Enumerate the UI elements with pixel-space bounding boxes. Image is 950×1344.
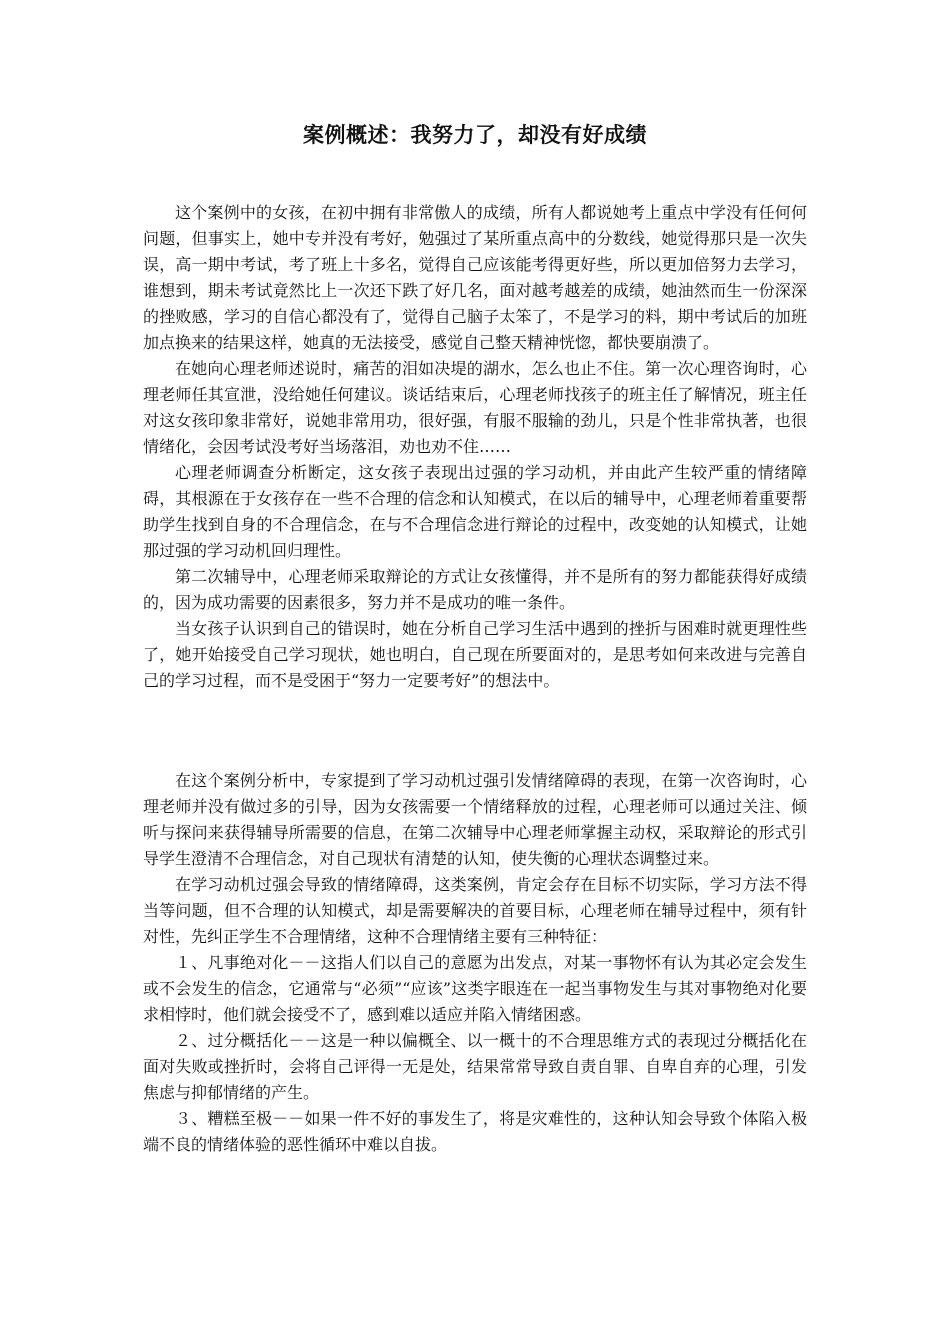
paragraph: 这个案例中的女孩，在初中拥有非常傲人的成绩，所有人都说她考上重点中学没有任何何问题，但事实上，她中专并没有考好，勉强过了某所重点高中的分数线，她觉得那只是一次失误，高一期中考试，考了班上十多名，觉得自己应该能考得更好些，所以更加倍努力去学习，谁想到，期未考试竟然比上一次还下跌了好几名，面对越考越差的成绩，她油然而生一份深深的挫败感，学习的自信心都没有了，觉得自己脑子太笨了，不是学习的料，期中考试后的加班加点换来的结果这样，她真的无法接受，感觉自己整天精神恍惚，都快要崩溃了。 [143, 203, 807, 352]
paragraph: 心理老师调查分析断定，这女孩子表现出过强的学习动机，并由此产生较严重的情绪障碍，其根源在于女孩存在一些不合理的信念和认知模式，在以后的辅导中，心理老师着重要帮助学生找到自身的不合理信念，在与不合理信念进行辩论的过程中，改变她的认知模式，让她那过强的学习动机回归理性。 [143, 463, 807, 560]
paragraph: 在学习动机过强会导致的情绪障碍，这类案例，肯定会存在目标不切实际，学习方法不得当等问题，但不合理的认知模式，却是需要解决的首要目标，心理老师在辅导过程中，须有针对性，先纠正学生不合理情绪，这种不合理情绪主要有三种特征： [143, 875, 807, 946]
case-analysis-section [143, 768, 807, 1158]
paragraph: 当女孩子认识到自己的错误时，她在分析自己学习生活中遇到的挫折与困难时就更理性些了，她开始接受自己学习现状，她也明白，自己现在所要面对的，是思考如何来改进与完善自己的学习过程，而不是受困于“努力一定要考好”的想法中。 [143, 619, 807, 690]
list-item: ３、糟糕至极－－如果一件不好的事发生了，将是灾难性的，这种认知会导致个体陷入极端不良的情绪体验的恶性循环中难以自拔。 [143, 1109, 807, 1154]
paragraph: 第二次辅导中，心理老师采取辩论的方式让女孩懂得，并不是所有的努力都能获得好成绩的，因为成功需要的因素很多，努力并不是成功的唯一条件。 [143, 567, 807, 612]
list-item: １、凡事绝对化－－这指人们以自己的意愿为出发点，对某一事物怀有认为其必定会发生或不会发生的信念，它通常与“必须”“应该”这类字眼连在一起当事物发生与其对事物绝对化要求相悖时，他们就会接受不了，感到难以适应并陷入情绪困惑。 [143, 953, 807, 1024]
paragraph: 在她向心理老师述说时，痛苦的泪如决堤的湖水，怎么也止不住。第一次心理咨询时，心理老师任其宣泄，没给她任何建议。谈话结束后，心理老师找孩子的班主任了解情况，班主任对这女孩印象非常好，说她非常用功，很好强，有服不服输的劲儿，只是个性非常执著，也很情绪化，会因考试没考好当场落泪，劝也劝不住…… [143, 359, 807, 456]
document-title: 案例概述：我努力了，却没有好成绩 [303, 122, 647, 147]
case-description-section [143, 200, 807, 694]
list-item: ２、过分概括化－－这是一种以偏概全、以一概十的不合理思维方式的表现过分概括化在面对失败或挫折时，会将自己评得一无是处，结果常常导致自责自罪、自卑自弃的心理，引发焦虑与抑郁情绪的产生。 [143, 1031, 807, 1102]
paragraph: 在这个案例分析中，专家提到了学习动机过强引发情绪障碍的表现，在第一次咨询时，心理老师并没有做过多的引导，因为女孩需要一个情绪释放的过程，心理老师可以通过关注、倾听与探问来获得辅导所需要的信息，在第二次辅导中心理老师掌握主动权，采取辩论的形式引导学生澄清不合理信念，对自己现状有清楚的认知，使失衡的心理状态调整过来。 [143, 771, 807, 868]
